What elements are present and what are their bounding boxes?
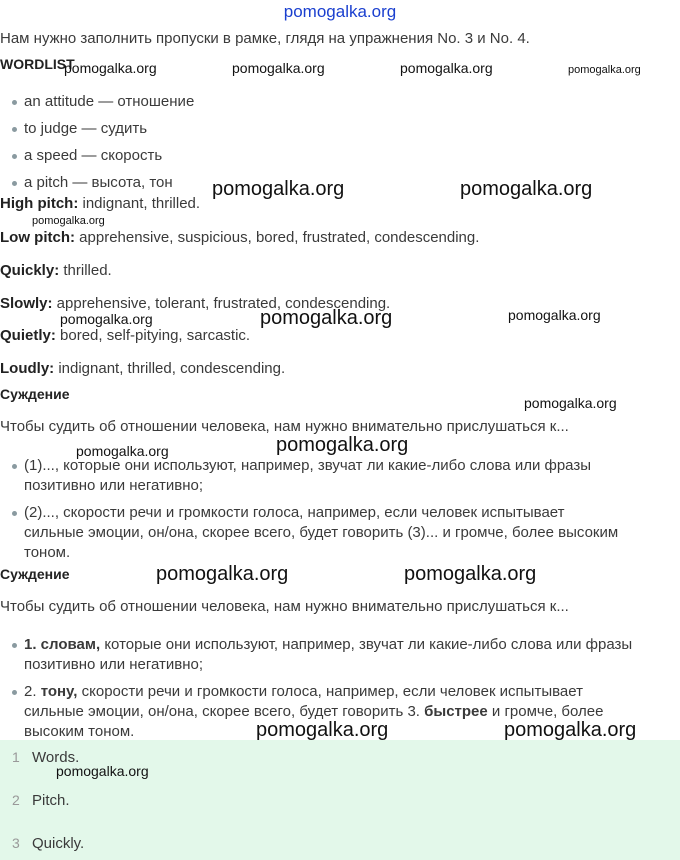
- section-intro: Чтобы судить об отношении человека, нам нужно внимательно прислушаться к...: [0, 598, 569, 615]
- watermark: pomogalka.org: [156, 563, 289, 585]
- section-heading: Суждение: [0, 566, 70, 582]
- list-item: a pitch — высота, тон: [12, 173, 680, 193]
- watermark: pomogalka.org: [256, 719, 389, 741]
- paragraph-quickly: Quickly: thrilled.: [0, 262, 112, 279]
- paragraph-loudly: Loudly: indignant, thrilled, condescending.: [0, 360, 286, 377]
- bullet-icon: [12, 511, 17, 516]
- answer-number: 1: [12, 749, 20, 765]
- list-item: (2)..., скорости речи и громкости голоса, например, если человек испытывает сильные эмоции, он/она, скорее всего, будет говорить (3)... и громче, более высоким тоном.: [12, 503, 680, 563]
- answer-text: Pitch.: [32, 792, 70, 809]
- wordlist-heading: WORDLIST: [0, 56, 75, 72]
- bullet-icon: [12, 127, 17, 132]
- paragraph-low-pitch: Low pitch: apprehensive, suspicious, bored, frustrated, condescending.: [0, 229, 480, 246]
- watermark: pomogalka.org: [400, 60, 493, 76]
- paragraph-quietly: Quietly: bored, self-pitying, sarcastic.: [0, 327, 251, 344]
- watermark: pomogalka.org: [76, 443, 169, 459]
- bullet-icon: [12, 154, 17, 159]
- bullet-icon: [12, 690, 17, 695]
- watermark: pomogalka.org: [276, 434, 409, 456]
- intro-text: Нам нужно заполнить пропуски в рамке, глядя на упражнения No. 3 и No. 4.: [0, 30, 530, 47]
- list-item: (1)..., которые они используют, например, звучат ли какие-либо слова или фразы позитивно или негативно;: [12, 456, 680, 496]
- section-intro: Чтобы судить об отношении человека, нам нужно внимательно прислушаться к...: [0, 418, 569, 435]
- watermark: pomogalka.org: [32, 215, 105, 227]
- top-watermark: pomogalka.org: [283, 2, 397, 21]
- answer-number: 3: [12, 835, 20, 851]
- watermark: pomogalka.org: [56, 763, 149, 779]
- answers-panel: [0, 740, 680, 860]
- bullet-icon: [12, 100, 17, 105]
- watermark: pomogalka.org: [260, 307, 393, 329]
- watermark: pomogalka.org: [212, 178, 345, 200]
- watermark: pomogalka.org: [404, 563, 537, 585]
- watermark: pomogalka.org: [460, 178, 593, 200]
- watermark: pomogalka.org: [504, 719, 637, 741]
- answer-text: Words.: [32, 749, 80, 766]
- watermark: pomogalka.org: [232, 60, 325, 76]
- watermark: pomogalka.org: [508, 307, 601, 323]
- paragraph-slowly: Slowly: apprehensive, tolerant, frustrated, condescending.: [0, 295, 391, 312]
- paragraph-high-pitch: High pitch: indignant, thrilled.: [0, 195, 201, 212]
- bullet-icon: [12, 464, 17, 469]
- bullet-icon: [12, 643, 17, 648]
- list-item: 2. тону, скорости речи и громкости голоса, например, если человек испытывает сильные эмоции, он/она, скорее всего, будет говорить 3. быстрее и громче, более высоким тоном.: [12, 682, 680, 742]
- answer-number: 2: [12, 792, 20, 808]
- watermark: pomogalka.org: [524, 395, 617, 411]
- watermark: pomogalka.org: [568, 64, 641, 76]
- list-item: to judge — судить: [12, 119, 680, 139]
- watermark: pomogalka.org: [60, 311, 153, 327]
- list-item: an attitude — отношение: [12, 92, 680, 112]
- bullet-icon: [12, 181, 17, 186]
- section-heading: Суждение: [0, 386, 70, 402]
- answer-text: Quickly.: [32, 835, 85, 852]
- list-item: a speed — скорость: [12, 146, 680, 166]
- list-item: 1. словам, которые они используют, например, звучат ли какие-либо слова или фразы позитивно или негативно;: [12, 635, 680, 675]
- watermark: pomogalka.org: [64, 60, 157, 76]
